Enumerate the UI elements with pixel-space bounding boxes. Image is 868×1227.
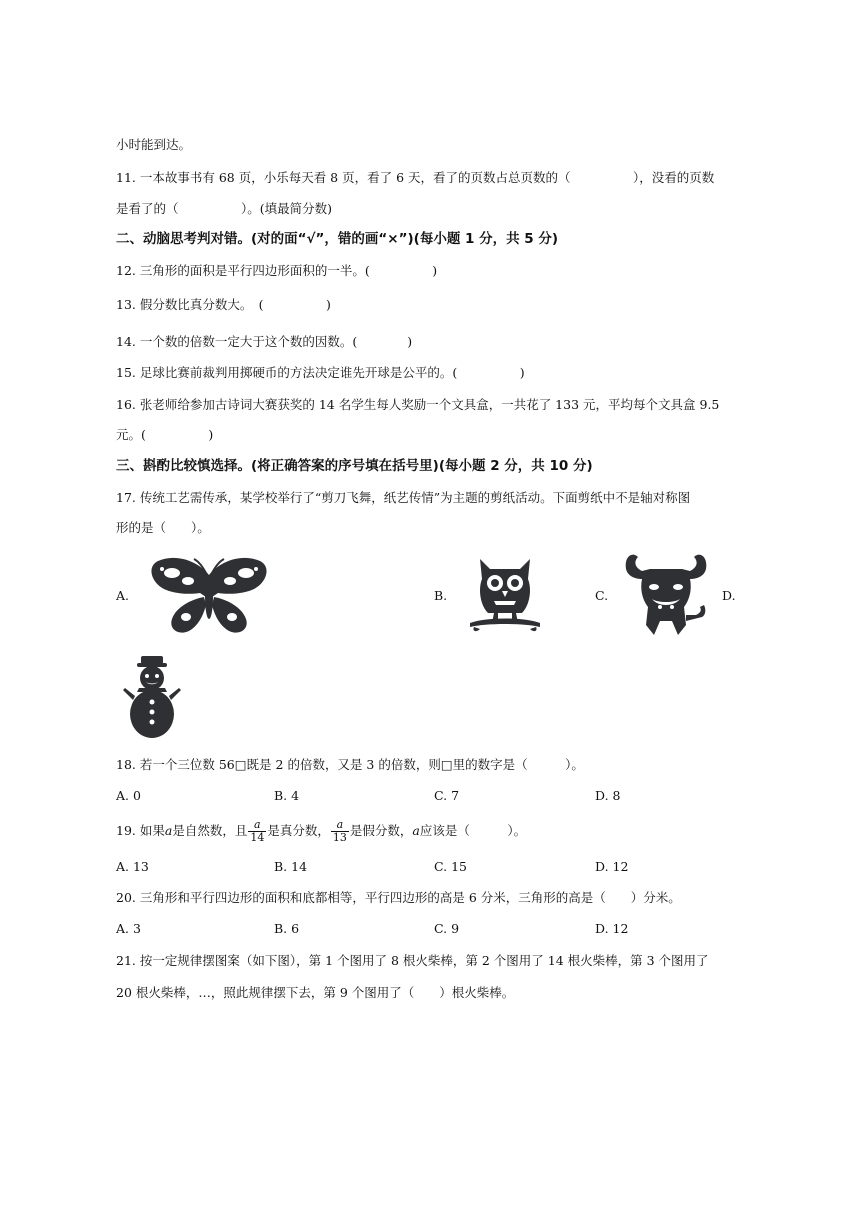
question-11-line1: 11. 一本故事书有 68 页，小乐每天看 8 页，看了 6 天，看了的页数占总页数的（ ），没看的页数 bbox=[116, 170, 715, 185]
q18-option-b: B. 4 bbox=[274, 788, 300, 803]
q19-option-d: D. 12 bbox=[595, 859, 629, 874]
question-20: 20. 三角形和平行四边形的面积和底都相等，平行四边形的高是 6 分米，三角形的高是（ ）分米。 bbox=[116, 890, 681, 905]
section-3-heading: 三、斟酌比较慎选择。(将正确答案的序号填在括号里)(每小题 2 分，共 10 分) bbox=[116, 458, 593, 474]
q19-text-mid1: 是自然数，且 bbox=[172, 823, 248, 838]
fraction-a-over-13 bbox=[331, 819, 349, 844]
q20-option-c: C. 9 bbox=[434, 921, 460, 936]
question-16-line2: 元。( ) bbox=[116, 427, 214, 442]
question-21-line2: 20 根火柴棒，…，照此规律摆下去，第 9 个图用了（ ）根火柴棒。 bbox=[116, 985, 515, 1000]
question-17-line1: 17. 传统工艺需传承，某学校举行了“剪刀飞舞，纸艺传情”为主题的剪纸活动。下面剪纸中不是轴对称图 bbox=[116, 490, 691, 505]
q17-option-d-label: D. bbox=[722, 588, 736, 603]
q19-option-b: B. 14 bbox=[274, 859, 308, 874]
fraction-denominator: 14 bbox=[250, 831, 265, 844]
ox-papercut-icon bbox=[622, 551, 710, 637]
q19-var-a2: a bbox=[412, 823, 420, 838]
q18-option-c: C. 7 bbox=[434, 788, 460, 803]
q17-option-c-label: C. bbox=[595, 588, 609, 603]
butterfly-papercut-icon bbox=[148, 555, 270, 637]
section-2-heading: 二、动脑思考判对错。(对的面“√”，错的画“×”)(每小题 1 分，共 5 分) bbox=[116, 231, 559, 247]
q17-option-b-label: B. bbox=[434, 588, 448, 603]
q18-option-a: A. 0 bbox=[116, 788, 141, 803]
question-17-line2: 形的是（ ）。 bbox=[116, 520, 210, 535]
question-16-line1: 16. 张老师给参加古诗词大赛获奖的 14 名学生每人奖励一个文具盒，一共花了 133 元，平均每个文具盒 9.5 bbox=[116, 397, 720, 412]
q19-text-mid2: 是真分数， bbox=[267, 823, 330, 838]
question-19 bbox=[116, 815, 526, 847]
question-12: 12. 三角形的面积是平行四边形面积的一半。( ) bbox=[116, 263, 438, 278]
q19-text-pre: 19. 如果 bbox=[116, 823, 165, 838]
q19-option-a: A. 13 bbox=[116, 859, 149, 874]
question-14: 14. 一个数的倍数一定大于这个数的因数。( ) bbox=[116, 334, 413, 349]
q17-option-a-label: A. bbox=[116, 588, 130, 603]
q20-option-b: B. 6 bbox=[274, 921, 300, 936]
q18-option-d: D. 8 bbox=[595, 788, 621, 803]
fraction-numerator: a bbox=[248, 819, 266, 832]
fraction-numerator: a bbox=[331, 819, 349, 832]
fraction-a-over-14 bbox=[248, 819, 266, 844]
snowman-papercut-icon bbox=[121, 654, 183, 740]
q20-option-d: D. 12 bbox=[595, 921, 629, 936]
q19-text-mid3: 是假分数， bbox=[349, 823, 413, 838]
q19-var-a: a bbox=[164, 823, 173, 838]
q19-text-end: 应该是（ ）。 bbox=[419, 823, 527, 838]
question-11-line2: 是看了的（ ）。(填最简分数) bbox=[116, 201, 333, 216]
owl-papercut-icon bbox=[466, 553, 544, 635]
question-18: 18. 若一个三位数 56□既是 2 的倍数，又是 3 的倍数，则□里的数字是（ ）。 bbox=[116, 757, 584, 772]
question-21-line1: 21. 按一定规律摆图案（如下图），第 1 个图用了 8 根火柴棒，第 2 个图用了 14 根火柴棒，第 3 个图用了 bbox=[116, 953, 709, 968]
fraction-denominator: 13 bbox=[332, 831, 347, 844]
question-15: 15. 足球比赛前裁判用掷硬币的方法决定谁先开球是公平的。( ) bbox=[116, 365, 525, 380]
question-13: 13. 假分数比真分数大。 ( ) bbox=[116, 297, 331, 312]
text-line: 小时能到达。 bbox=[116, 137, 192, 152]
q20-option-a: A. 3 bbox=[116, 921, 141, 936]
q19-option-c: C. 15 bbox=[434, 859, 467, 874]
